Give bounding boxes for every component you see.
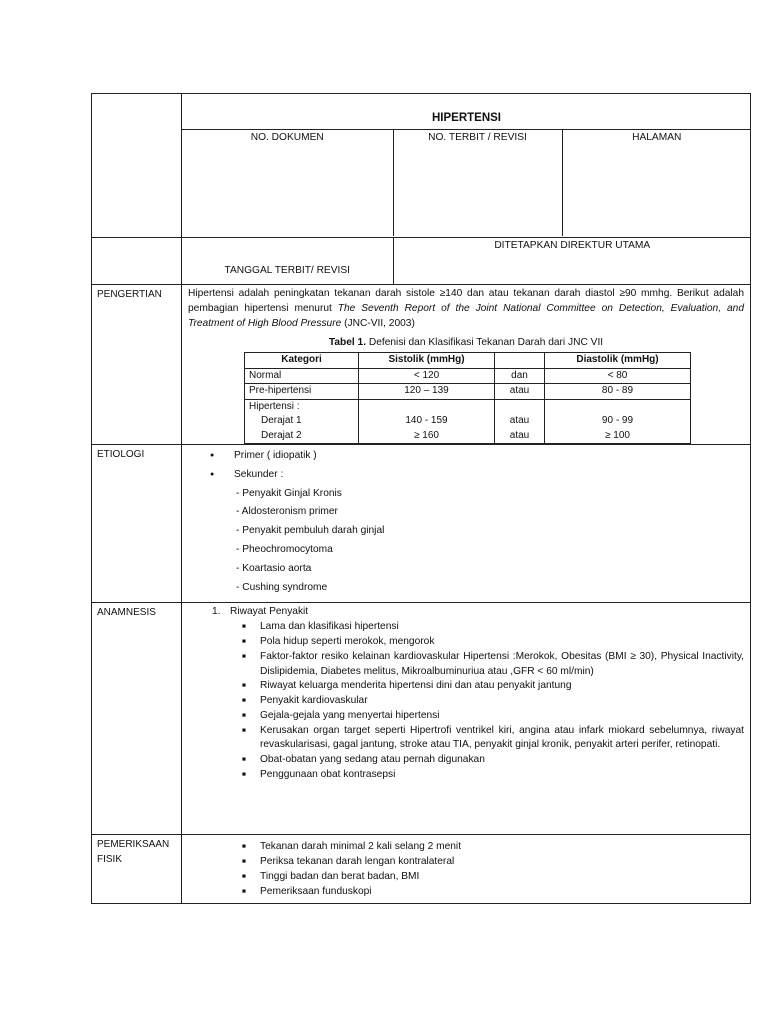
etiologi-label: ETIOLOGI [92, 445, 182, 603]
pengertian-row [92, 285, 751, 445]
list-item: - Pheochromocytoma [236, 544, 333, 556]
table-row: Pre-hipertensi 120 – 139 atau 80 - 89 [245, 384, 691, 400]
page-header: HALAMAN [562, 130, 751, 237]
etiologi-row [92, 445, 751, 603]
anamnesis-heading: 1. Riwayat Penyakit [212, 606, 309, 618]
list-item: ■ Periksa tekanan darah lengan kontralateral [260, 855, 744, 870]
table-caption: Tabel 1. Defenisi dan Klasifikasi Tekanan Darah dari JNC VII [328, 337, 604, 349]
sop-document [91, 93, 751, 904]
pemeriksaan-row [92, 835, 751, 903]
list-item: ■ Riwayat keluarga menderita hipertensi dini dan atau penyakit jantung [260, 679, 744, 694]
list-item: ■ Gejala-gejala yang menyertai hipertensi [260, 709, 744, 724]
doc-number-header: NO. DOKUMEN [182, 130, 393, 237]
document-title: HIPERTENSI [182, 94, 751, 130]
list-item: - Koartasio aorta [236, 562, 312, 574]
table-row: Hipertensi : Derajat 1 Derajat 2 140 - 159 ≥ 160 atau atau 90 - 99 ≥ 100 [245, 399, 691, 444]
pengertian-text: Hipertensi adalah peningkatan tekanan darah sistole ≥140 dan atau tekanan darah diastol ≥90 mmhg. Berikut adalah pembagian hipertensi menurut The Seventh Report of the Joint National Committee on Detection, Evaluation, and Treatment of High Blood Pressure (JNC-VII, 2003) [188, 288, 744, 329]
list-item: ■ Tinggi badan dan berat badan, BMI [260, 870, 744, 885]
pemeriksaan-label: PEMERIKSAAN FISIK [92, 835, 182, 903]
bp-classification-table [244, 352, 691, 444]
list-item: - Penyakit pembuluh darah ginjal [236, 525, 385, 537]
list-item: ■ Penggunaan obat kontrasepsi [260, 768, 744, 783]
anamnesis-label: ANAMNESIS [92, 603, 182, 835]
list-item: ● Sekunder : [234, 468, 744, 483]
header-table [182, 94, 751, 236]
table-row: Normal < 120 dan < 80 [245, 368, 691, 384]
list-item: ■ Faktor-faktor resiko kelainan kardiovaskular Hipertensi :Merokok, Obesitas (BMI ≥ 30), Physical Inactivity, Dislipidemia, Diabetes melitus, Mikroalbuminuriua atau ,GFR < 60 ml/min) [260, 650, 744, 680]
date-label: TANGGAL TERBIT/ REVISI [182, 238, 393, 284]
etiologi-list [188, 449, 744, 483]
list-item: ■ Lama dan klasifikasi hipertensi [260, 620, 744, 635]
pengertian-label: PENGERTIAN [92, 285, 182, 445]
list-item: - Cushing syndrome [236, 581, 328, 593]
list-item: ● Primer ( idiopatik ) [234, 449, 744, 464]
logo-cell [92, 94, 182, 238]
anamnesis-list [188, 620, 744, 783]
pemeriksaan-list [188, 840, 744, 899]
header-row [92, 94, 751, 238]
list-item: ■ Kerusakan organ target seperti Hipertrofi ventrikel kiri, angina atau infark miokard sebelumnya, riwayat revaskularisasi, gagal jantung, stroke atau TIA, penyakit ginjal kronik, penyakit arteri perifer, retinopati. [260, 724, 744, 754]
approved-by: DITETAPKAN DIREKTUR UTAMA [494, 240, 651, 251]
date-row [92, 238, 751, 285]
list-item: ■ Penyakit kardiovaskular [260, 694, 744, 709]
revision-header: NO. TERBIT / REVISI [393, 130, 562, 237]
list-item: ■ Tekanan darah minimal 2 kali selang 2 menit [260, 840, 744, 855]
sekunder-list [188, 487, 744, 596]
anamnesis-row [92, 603, 751, 835]
list-item: ■ Obat-obatan yang sedang atau pernah digunakan [260, 753, 744, 768]
list-item: ■ Pola hidup seperti merokok, mengorok [260, 635, 744, 650]
list-item: - Penyakit Ginjal Kronis [236, 487, 342, 499]
list-item: - Aldosteronism primer [236, 506, 338, 518]
list-item: ■ Pemeriksaan funduskopi [260, 885, 744, 900]
table-header-row: Kategori Sistolik (mmHg) Diastolik (mmHg) [245, 353, 691, 369]
